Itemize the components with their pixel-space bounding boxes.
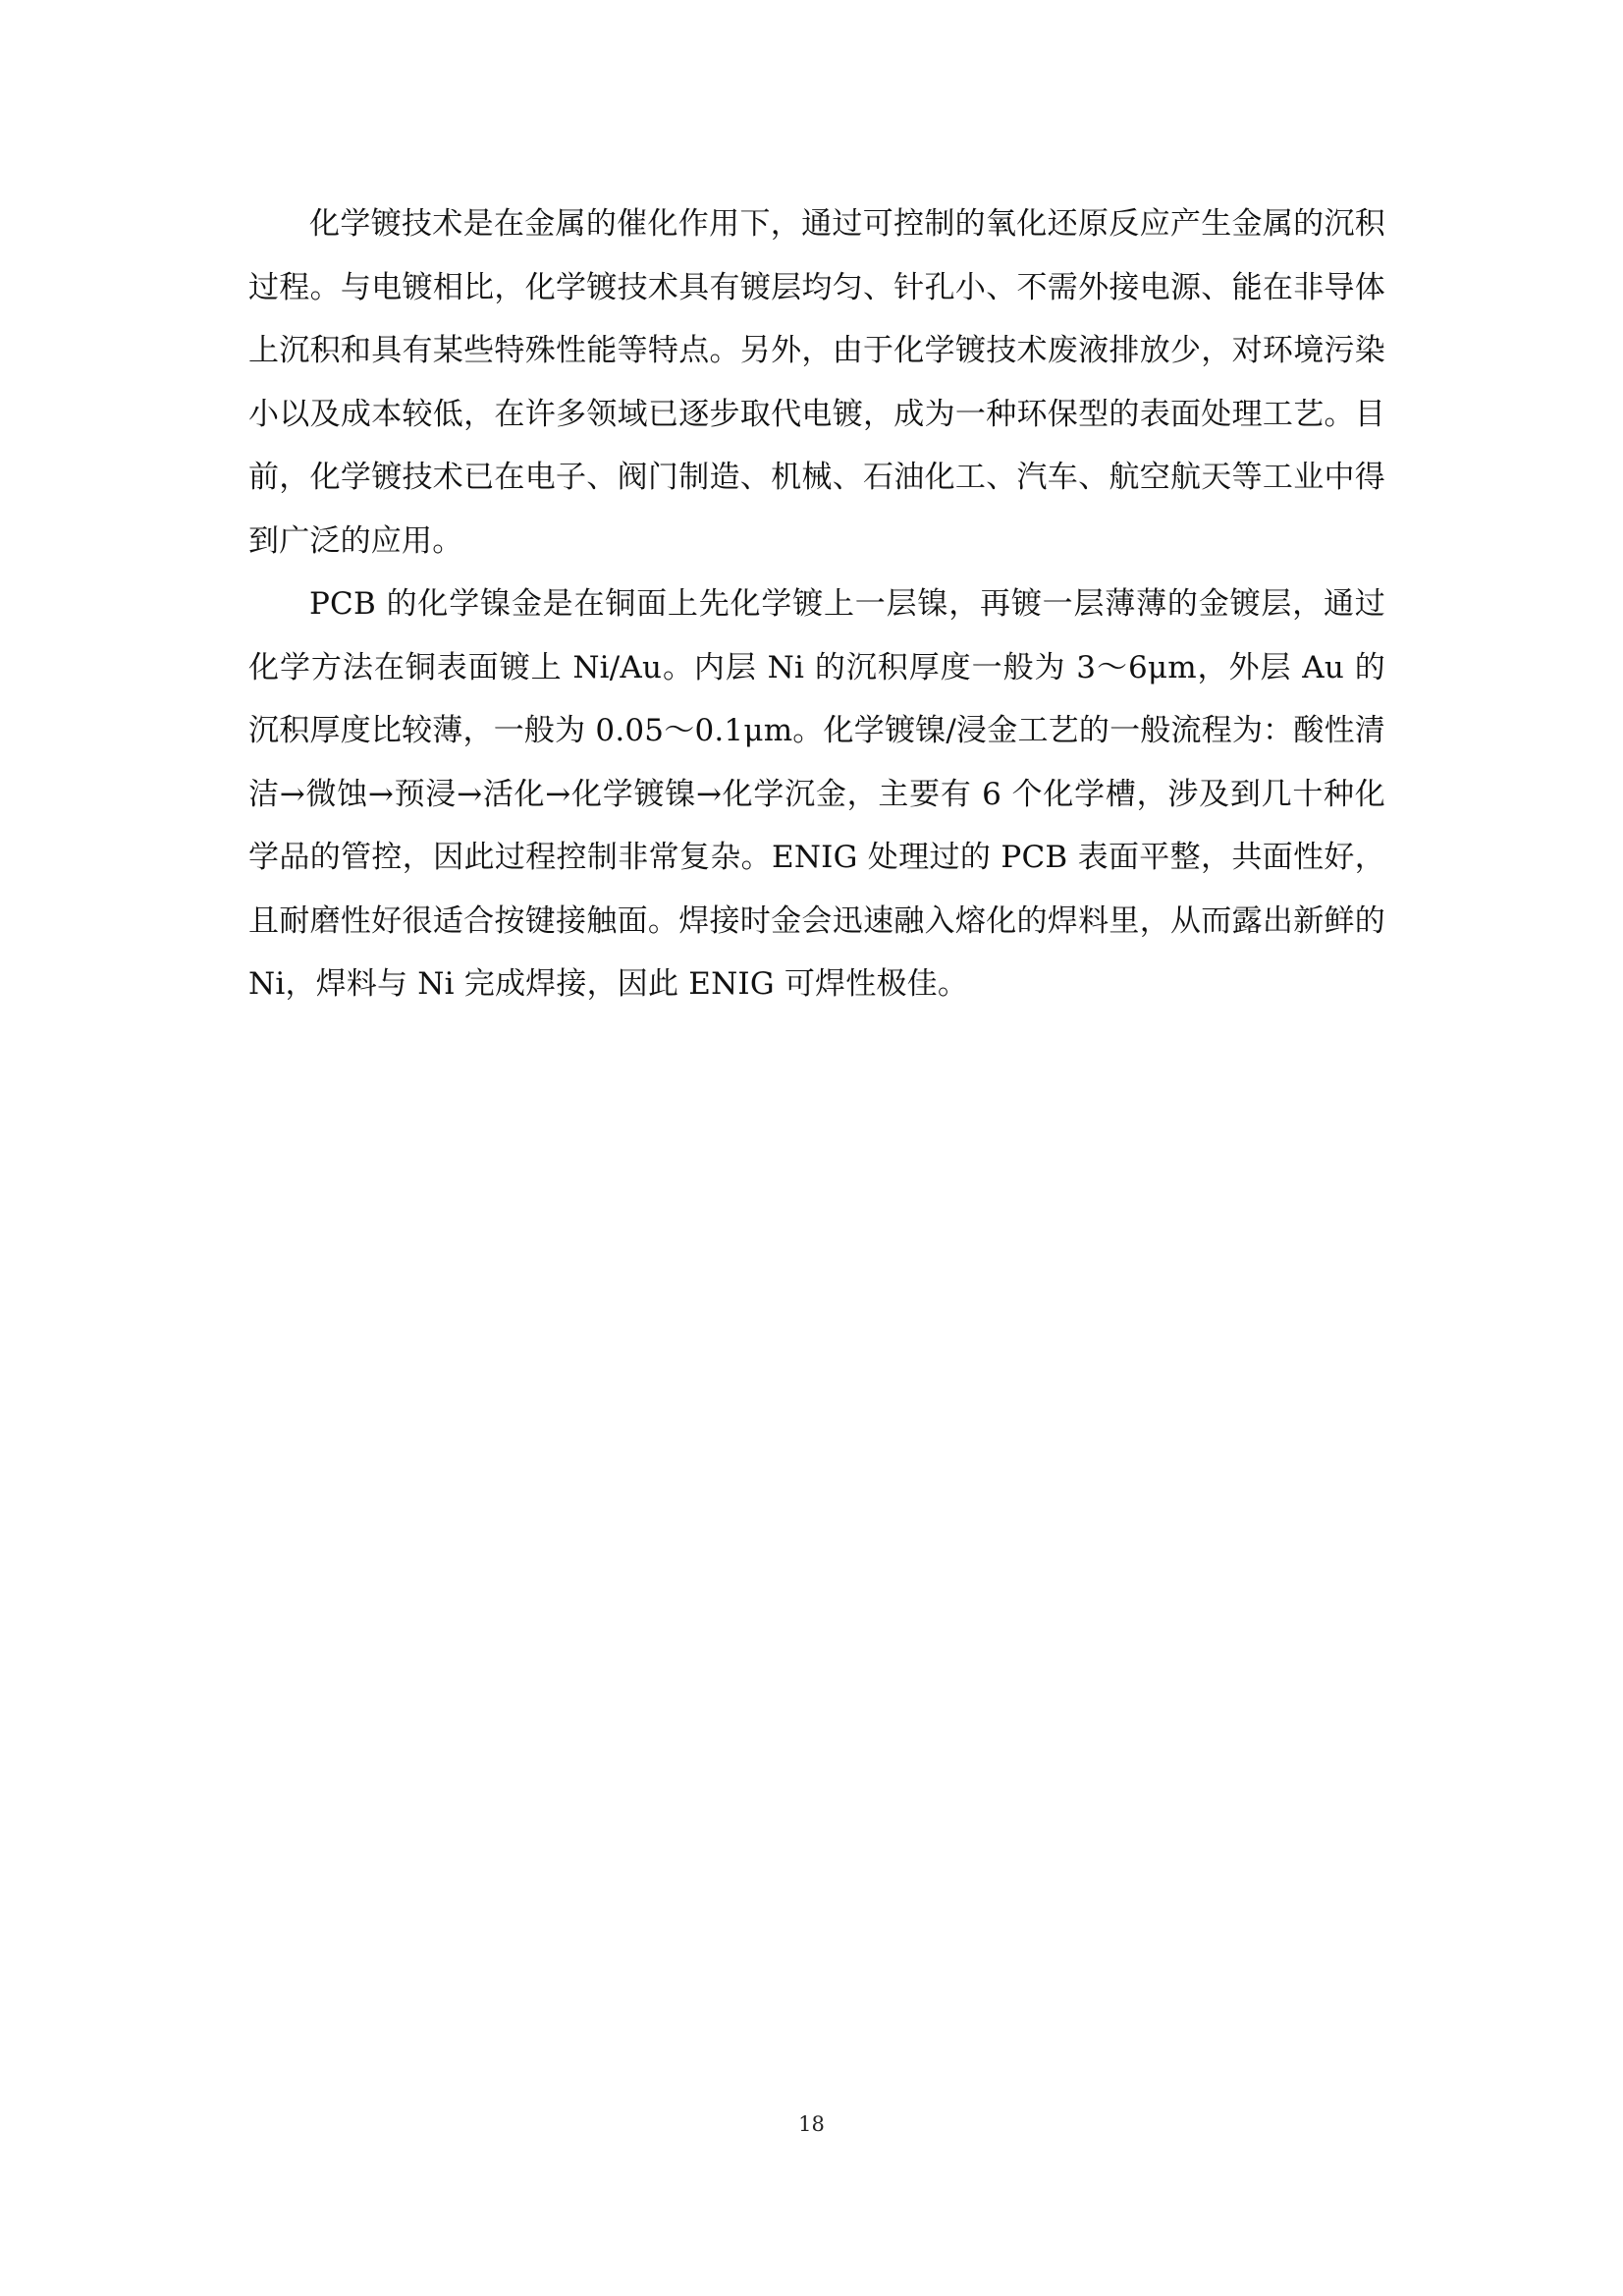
document-body — [248, 192, 1385, 1016]
paragraph-electroless-plating: 化学镀技术是在金属的催化作用下，通过可控制的氧化还原反应产生金属的沉积过程。与电镀相比，化学镀技术具有镀层均匀、针孔小、不需外接电源、能在非导体上沉积和具有某些特殊性能等特点。另外，由于化学镀技术废液排放少，对环境污染小以及成本较低，在许多领域已逐步取代电镀，成为一种环保型的表面处理工艺。目前，化学镀技术已在电子、阀门制造、机械、石油化工、汽车、航空航天等工业中得到广泛的应用。 — [248, 206, 1385, 559]
paragraph-enig-process: PCB 的化学镍金是在铜面上先化学镀上一层镍，再镀一层薄薄的金镀层，通过化学方法在铜表面镀上 Ni/Au。内层 Ni 的沉积厚度一般为 3～6μm，外层 Au 的沉积厚度比较薄，一般为 0.05～0.1μm。化学镀镍/浸金工艺的一般流程为：酸性清洁→微蚀→预浸→活化→化学镀镍→化学沉金，主要有 6 个化学槽，涉及到几十种化学品的管控，因此过程控制非常复杂。ENIG 处理过的 PCB 表面平整，共面性好，且耐磨性好很适合按键接触面。焊接时金会迅速融入熔化的焊料里，从而露出新鲜的 Ni，焊料与 Ni 完成焊接，因此 ENIG 可焊性极佳。 — [248, 586, 1385, 1002]
page-number: 18 — [798, 2112, 825, 2136]
